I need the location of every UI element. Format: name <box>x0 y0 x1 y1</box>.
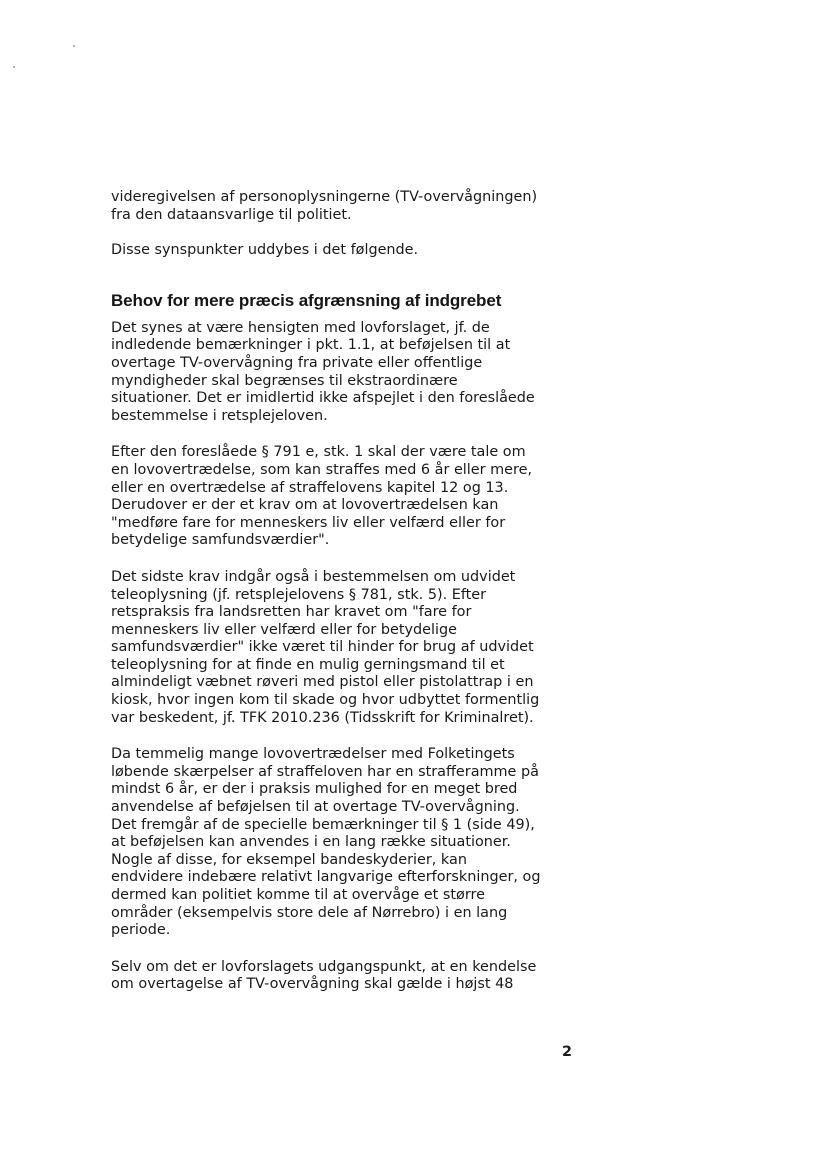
section-heading: Behov for mere præcis afgrænsning af indgrebet <box>111 290 502 310</box>
text-line: kiosk, hvor ingen kom til skade og hvor udbyttet formentlig <box>111 692 540 709</box>
body-paragraph <box>111 746 581 940</box>
text-line: situationer. Det er imidlertid ikke afspejlet i den foreslåede <box>111 390 535 407</box>
text-line: samfundsværdier" ikke været til hinder for brug af udvidet <box>111 639 534 656</box>
text-line: en lovovertrædelse, som kan straffes med 6 år eller mere, <box>111 461 533 478</box>
text-line: teleoplysning (jf. retsplejelovens § 781, stk. 5). Efter <box>111 586 487 603</box>
text-line: var beskedent, jf. TFK 2010.236 (Tidsskrift for Kriminalret). <box>111 709 534 726</box>
body-paragraph <box>111 569 581 727</box>
body-paragraph <box>111 320 581 426</box>
text-line: eller en overtrædelse af straffelovens kapitel 12 og 13. <box>111 479 509 496</box>
summary-paragraph <box>111 242 581 260</box>
text-line: "medføre fare for menneskers liv eller velfærd eller for <box>111 514 506 531</box>
text-line: anvendelse af beføjelsen til at overtage TV-overvågning. <box>111 799 520 816</box>
text-line: betydelige samfundsværdier". <box>111 532 330 549</box>
scan-speck <box>13 66 15 68</box>
body-paragraph <box>111 444 581 550</box>
scan-speck <box>73 45 75 47</box>
page-body <box>111 189 581 994</box>
text-line: periode. <box>111 922 171 939</box>
text-line: bestemmelse i retsplejeloven. <box>111 407 328 424</box>
text-line: fra den dataansvarlige til politiet. <box>111 206 352 223</box>
text-line: menneskers liv eller velfærd eller for betydelige <box>111 621 458 638</box>
text-line: mindst 6 år, er der i praksis mulighed for en meget bred <box>111 781 518 798</box>
text-line: Disse synspunkter uddybes i det følgende. <box>111 242 419 259</box>
text-line: Derudover er der et krav om at lovovertrædelsen kan <box>111 497 499 514</box>
text-line: overtage TV-overvågning fra private eller offentlige <box>111 354 483 371</box>
text-line: Efter den foreslåede § 791 e, stk. 1 skal der være tale om <box>111 444 526 461</box>
intro-paragraph <box>111 189 581 224</box>
text-line: områder (eksempelvis store dele af Nørrebro) i en lang <box>111 904 508 921</box>
text-line: endvidere indebære relativt langvarige efterforskninger, og <box>111 869 541 886</box>
text-line: Selv om det er lovforslagets udgangspunkt, at en kendelse <box>111 958 537 975</box>
text-line: teleoplysning for at finde en mulig gerningsmand til et <box>111 656 505 673</box>
text-line: Det synes at være hensigten med lovforslaget, jf. de <box>111 319 490 336</box>
body-paragraph <box>111 959 581 994</box>
text-line: løbende skærpelser af straffeloven har en strafferamme på <box>111 763 539 780</box>
page-number: 2 <box>561 1044 572 1060</box>
text-line: videregivelsen af personoplysningerne (TV-overvågningen) <box>111 189 538 205</box>
text-line: indledende bemærkninger i pkt. 1.1, at beføjelsen til at <box>111 337 511 354</box>
text-line: om overtagelse af TV-overvågning skal gælde i højst 48 <box>111 976 514 993</box>
text-line: retspraksis fra landsretten har kravet om "fare for <box>111 604 472 621</box>
text-line: Det sidste krav indgår også i bestemmelsen om udvidet <box>111 568 516 585</box>
text-line: at beføjelsen kan anvendes i en lang række situationer. <box>111 834 511 851</box>
text-line: dermed kan politiet komme til at overvåge et større <box>111 887 485 903</box>
text-line: almindeligt væbnet røveri med pistol eller pistolattrap i en <box>111 674 534 691</box>
text-line: Da temmelig mange lovovertrædelser med Folketingets <box>111 746 515 763</box>
text-line: myndigheder skal begrænses til ekstraordinære <box>111 372 458 389</box>
text-line: Nogle af disse, for eksempel bandeskyderier, kan <box>111 851 467 868</box>
text-line: Det fremgår af de specielle bemærkninger til § 1 (side 49), <box>111 816 535 833</box>
